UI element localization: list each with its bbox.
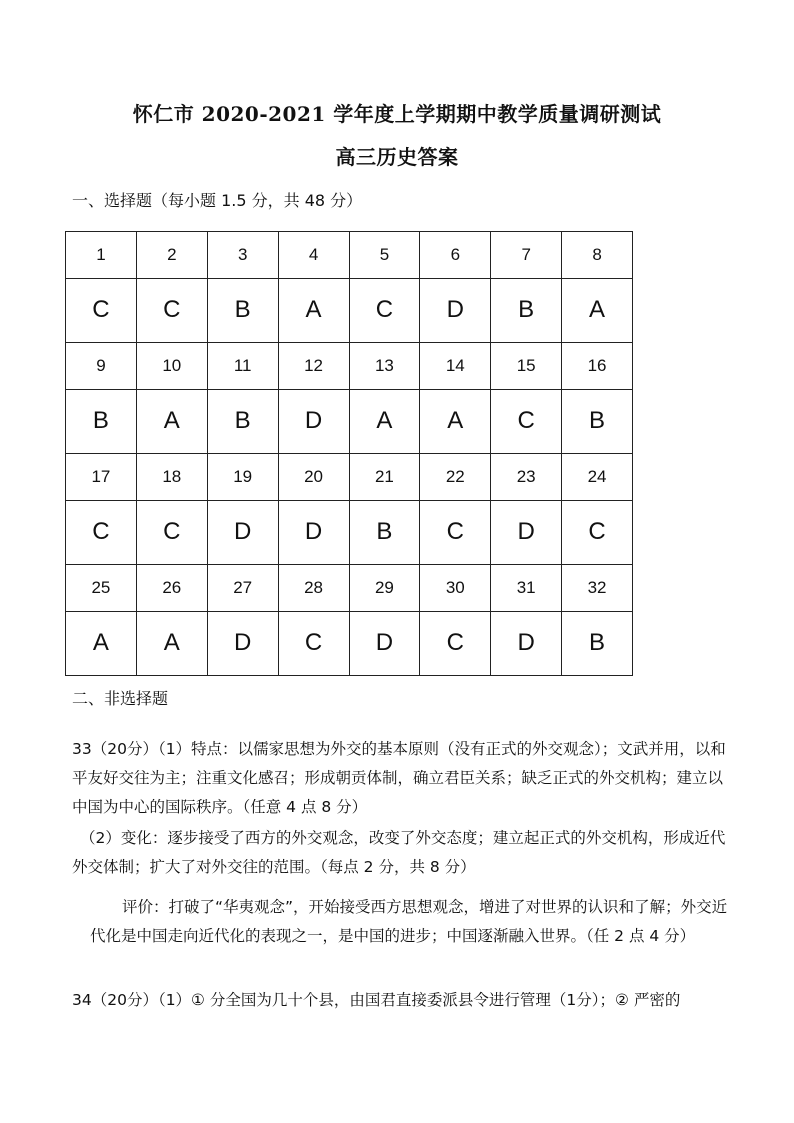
table-row: [66, 611, 633, 675]
question-number: 17: [66, 453, 137, 500]
question-number: 15: [491, 342, 562, 389]
answer-cell: C: [278, 611, 349, 675]
answer-cell: A: [420, 389, 491, 453]
answer-cell: D: [278, 500, 349, 564]
table-row: [66, 389, 633, 453]
question-number: 16: [562, 342, 633, 389]
answer-cell: D: [278, 389, 349, 453]
answer-cell: A: [66, 611, 137, 675]
question-number: 23: [491, 453, 562, 500]
answer-cell: C: [420, 500, 491, 564]
answer-cell: B: [562, 611, 633, 675]
question-number: 9: [66, 342, 137, 389]
answer-cell: C: [136, 278, 207, 342]
answer-cell: B: [207, 389, 278, 453]
question-number: 26: [136, 564, 207, 611]
table-row: [66, 500, 633, 564]
document-title: 怀仁市 2020-2021 学年度上学期期中教学质量调研测试: [132, 102, 662, 126]
q34-part1-answer: 34（20分）（1）① 分全国为几十个县，由国君直接委派县令进行管理（1分）；② 严密的: [72, 991, 681, 1009]
section-heading-choice: 一、选择题（每小题 1.5 分，共 48 分）: [72, 191, 363, 210]
answer-cell: A: [136, 389, 207, 453]
question-number: 8: [562, 232, 633, 279]
question-number: 21: [349, 453, 420, 500]
answer-cell: C: [562, 500, 633, 564]
question-number: 24: [562, 453, 633, 500]
answer-cell: D: [491, 611, 562, 675]
question-number: 25: [66, 564, 137, 611]
question-number: 22: [420, 453, 491, 500]
question-number: 1: [66, 232, 137, 279]
question-number: 18: [136, 453, 207, 500]
answer-cell: D: [207, 500, 278, 564]
question-number: 7: [491, 232, 562, 279]
question-number: 31: [491, 564, 562, 611]
question-number: 28: [278, 564, 349, 611]
question-number: 10: [136, 342, 207, 389]
question-number: 2: [136, 232, 207, 279]
answer-cell: B: [491, 278, 562, 342]
answer-cell: A: [562, 278, 633, 342]
question-number: 5: [349, 232, 420, 279]
document-subtitle: 高三历史答案: [335, 145, 459, 169]
answer-table: [65, 231, 633, 676]
question-number: 27: [207, 564, 278, 611]
answer-cell: A: [136, 611, 207, 675]
q33-evaluation-answer: 评价：打破了“华夷观念”，开始接受西方思想观念，增进了对世界的认识和了解；外交近代化是中国走向近代化的表现之一，是中国的进步；中国逐渐融入世界。（任 2 点 4 分）: [90, 898, 728, 945]
answer-cell: B: [66, 389, 137, 453]
question-number: 13: [349, 342, 420, 389]
question-number: 14: [420, 342, 491, 389]
answer-cell: C: [136, 500, 207, 564]
question-number: 11: [207, 342, 278, 389]
table-row: [66, 278, 633, 342]
answer-cell: D: [349, 611, 420, 675]
question-number: 6: [420, 232, 491, 279]
answer-cell: C: [491, 389, 562, 453]
section-heading-non-choice: 二、非选择题: [72, 689, 169, 708]
answer-cell: C: [66, 500, 137, 564]
answer-cell: C: [66, 278, 137, 342]
answer-cell: C: [349, 278, 420, 342]
table-row: [66, 232, 633, 279]
question-number: 4: [278, 232, 349, 279]
table-row: [66, 564, 633, 611]
answer-cell: A: [278, 278, 349, 342]
q33-part2-answer: （2）变化：逐步接受了西方的外交观念，改变了外交态度；建立起正式的外交机构，形成近代外交体制；扩大了对外交往的范围。（每点 2 分，共 8 分）: [72, 829, 726, 876]
question-number: 19: [207, 453, 278, 500]
answer-cell: D: [420, 278, 491, 342]
table-row: [66, 342, 633, 389]
question-number: 32: [562, 564, 633, 611]
question-number: 3: [207, 232, 278, 279]
question-number: 29: [349, 564, 420, 611]
answer-cell: C: [420, 611, 491, 675]
answer-cell: A: [349, 389, 420, 453]
question-number: 20: [278, 453, 349, 500]
answer-cell: D: [207, 611, 278, 675]
question-number: 30: [420, 564, 491, 611]
answer-cell: B: [562, 389, 633, 453]
table-row: [66, 453, 633, 500]
answer-cell: B: [349, 500, 420, 564]
answer-cell: B: [207, 278, 278, 342]
answer-cell: D: [491, 500, 562, 564]
q33-part1-answer: 33（20分）（1）特点：以儒家思想为外交的基本原则（没有正式的外交观念）；文武并用，以和平友好交往为主；注重文化感召；形成朝贡体制，确立君臣关系；缺乏正式的外交机构；建立以中国为中心的国际秩序。（任意 4 点 8 分）: [72, 740, 726, 816]
question-number: 12: [278, 342, 349, 389]
